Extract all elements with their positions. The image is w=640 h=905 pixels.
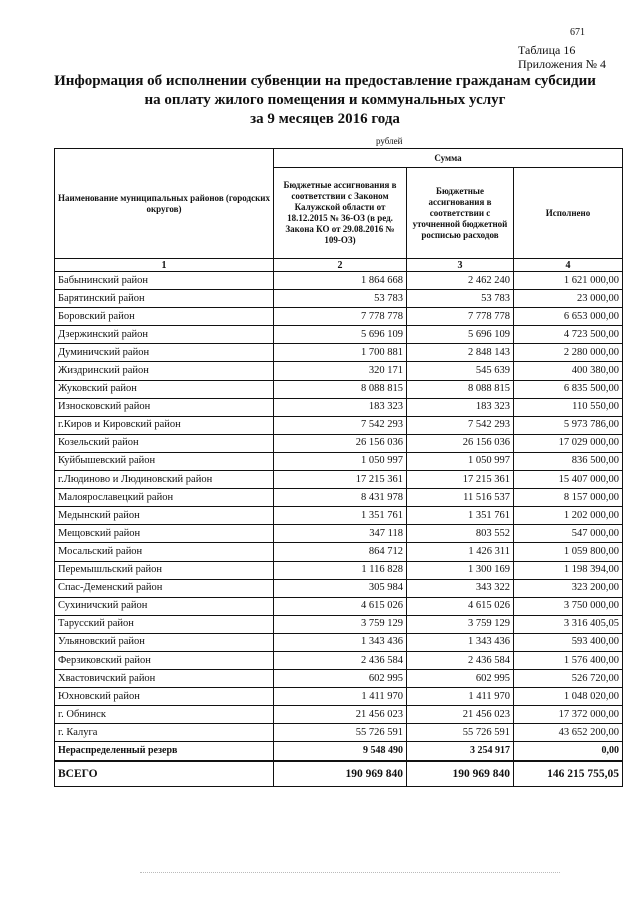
total-executed: 146 215 755,05	[514, 761, 623, 787]
table-row	[55, 308, 623, 326]
district-name: Мосальский район	[55, 543, 274, 561]
amount-cell: 2 462 240	[407, 272, 514, 290]
amount-cell: 1 048 020,00	[514, 688, 623, 706]
header-budget-refined: Бюджетные ассигнования в соответствии с уточненной бюджетной росписью расходов	[407, 168, 514, 259]
amount-cell: 1 411 970	[407, 688, 514, 706]
table-row	[55, 633, 623, 651]
amount-cell: 183 323	[274, 398, 407, 416]
amount-cell: 8 431 978	[274, 489, 407, 507]
amount-cell: 5 696 109	[274, 326, 407, 344]
title-line-1: Информация об исполнении субвенции на предоставление гражданам субсидии	[54, 73, 596, 89]
amount-cell: 803 552	[407, 525, 514, 543]
amount-cell: 6 653 000,00	[514, 308, 623, 326]
column-number: 4	[514, 259, 623, 272]
district-name: Дзержинский район	[55, 326, 274, 344]
table-row	[55, 651, 623, 669]
table-row	[55, 326, 623, 344]
amount-cell: 4 615 026	[274, 597, 407, 615]
amount-cell: 8 088 815	[274, 380, 407, 398]
amount-cell: 347 118	[274, 525, 407, 543]
table-row	[55, 507, 623, 525]
scan-artifact	[140, 872, 560, 875]
table-row	[55, 471, 623, 489]
amount-cell: 864 712	[274, 543, 407, 561]
amount-cell: 55 726 591	[407, 724, 514, 742]
district-name: Думиничский район	[55, 344, 274, 362]
reserve-executed: 0,00	[514, 742, 623, 761]
district-name: г.Киров и Кировский район	[55, 416, 274, 434]
table-row	[55, 597, 623, 615]
amount-cell: 3 759 129	[274, 615, 407, 633]
amount-cell: 21 456 023	[274, 706, 407, 724]
amount-cell: 2 436 584	[407, 651, 514, 669]
title-line-2: на оплату жилого помещения и коммунальных услуг	[144, 92, 506, 108]
amount-cell: 1 343 436	[407, 633, 514, 651]
district-name: Перемышльский район	[55, 561, 274, 579]
district-name: Барятинский район	[55, 290, 274, 308]
district-name: Бабынинский район	[55, 272, 274, 290]
amount-cell: 5 696 109	[407, 326, 514, 344]
district-name: Жуковский район	[55, 380, 274, 398]
table-row	[55, 561, 623, 579]
amount-cell: 1 050 997	[407, 452, 514, 470]
amount-cell: 3 759 129	[407, 615, 514, 633]
amount-cell: 15 407 000,00	[514, 471, 623, 489]
document-title	[40, 72, 610, 129]
table-row	[55, 398, 623, 416]
units-label: рублей	[376, 136, 403, 146]
amount-cell: 26 156 036	[274, 434, 407, 452]
total-name: ВСЕГО	[55, 761, 274, 787]
amount-cell: 6 835 500,00	[514, 380, 623, 398]
column-number: 2	[274, 259, 407, 272]
district-name: г.Людиново и Людиновский район	[55, 471, 274, 489]
amount-cell: 7 542 293	[407, 416, 514, 434]
amount-cell: 545 639	[407, 362, 514, 380]
amount-cell: 1 300 169	[407, 561, 514, 579]
table-row	[55, 724, 623, 742]
amount-cell: 17 029 000,00	[514, 434, 623, 452]
total-row	[55, 761, 623, 787]
amount-cell: 602 995	[407, 670, 514, 688]
table-row	[55, 362, 623, 380]
district-name: Ферзиковский район	[55, 651, 274, 669]
amount-cell: 323 200,00	[514, 579, 623, 597]
district-name: Мещовский район	[55, 525, 274, 543]
district-name: Козельский район	[55, 434, 274, 452]
table-row	[55, 670, 623, 688]
header-executed: Исполнено	[514, 168, 623, 259]
reserve-name: Нераспределенный резерв	[55, 742, 274, 761]
amount-cell: 2 280 000,00	[514, 344, 623, 362]
reserve-budget-law: 9 548 490	[274, 742, 407, 761]
table-row	[55, 706, 623, 724]
amount-cell: 26 156 036	[407, 434, 514, 452]
district-name: Куйбышевский район	[55, 452, 274, 470]
amount-cell: 343 322	[407, 579, 514, 597]
district-name: Жиздринский район	[55, 362, 274, 380]
district-name: Малоярославецкий район	[55, 489, 274, 507]
table-row	[55, 688, 623, 706]
subvention-table	[54, 148, 623, 787]
amount-cell: 53 783	[274, 290, 407, 308]
amount-cell: 7 778 778	[407, 308, 514, 326]
table-row	[55, 434, 623, 452]
district-name: Сухиничский район	[55, 597, 274, 615]
district-name: Боровский район	[55, 308, 274, 326]
header-sum: Сумма	[274, 149, 623, 168]
header-budget-law: Бюджетные ассигнования в соответствии с Законом Калужской области от 18.12.2015 № 36-ОЗ (в ред. Закона КО от 29.08.2016 № 109-ОЗ)	[274, 168, 407, 259]
amount-cell: 1 700 881	[274, 344, 407, 362]
district-name: Хвастовичский район	[55, 670, 274, 688]
amount-cell: 1 198 394,00	[514, 561, 623, 579]
district-name: Ульяновский район	[55, 633, 274, 651]
amount-cell: 4 615 026	[407, 597, 514, 615]
reserve-budget-refined: 3 254 917	[407, 742, 514, 761]
amount-cell: 183 323	[407, 398, 514, 416]
title-line-3: за 9 месяцев 2016 года	[250, 111, 400, 127]
amount-cell: 1 202 000,00	[514, 507, 623, 525]
total-budget-refined: 190 969 840	[407, 761, 514, 787]
table-row	[55, 489, 623, 507]
amount-cell: 5 973 786,00	[514, 416, 623, 434]
table-row	[55, 543, 623, 561]
amount-cell: 547 000,00	[514, 525, 623, 543]
table-row	[55, 452, 623, 470]
amount-cell: 526 720,00	[514, 670, 623, 688]
amount-cell: 1 116 828	[274, 561, 407, 579]
amount-cell: 21 456 023	[407, 706, 514, 724]
amount-cell: 1 411 970	[274, 688, 407, 706]
amount-cell: 2 436 584	[274, 651, 407, 669]
table-row	[55, 344, 623, 362]
total-budget-law: 190 969 840	[274, 761, 407, 787]
amount-cell: 8 088 815	[407, 380, 514, 398]
amount-cell: 11 516 537	[407, 489, 514, 507]
district-name: г. Калуга	[55, 724, 274, 742]
district-name: Медынский район	[55, 507, 274, 525]
district-name: Юхновский район	[55, 688, 274, 706]
amount-cell: 400 380,00	[514, 362, 623, 380]
header-name: Наименование муниципальных районов (городских округов)	[55, 149, 274, 259]
page-number: 671	[570, 27, 585, 38]
column-number: 3	[407, 259, 514, 272]
column-number: 1	[55, 259, 274, 272]
amount-cell: 110 550,00	[514, 398, 623, 416]
amount-cell: 17 215 361	[274, 471, 407, 489]
table-row	[55, 579, 623, 597]
amount-cell: 2 848 143	[407, 344, 514, 362]
amount-cell: 55 726 591	[274, 724, 407, 742]
amount-cell: 17 372 000,00	[514, 706, 623, 724]
amount-cell: 53 783	[407, 290, 514, 308]
amount-cell: 3 316 405,05	[514, 615, 623, 633]
table-row	[55, 290, 623, 308]
amount-cell: 23 000,00	[514, 290, 623, 308]
amount-cell: 836 500,00	[514, 452, 623, 470]
amount-cell: 1 050 997	[274, 452, 407, 470]
amount-cell: 593 400,00	[514, 633, 623, 651]
table-row	[55, 380, 623, 398]
table-row	[55, 416, 623, 434]
table-row	[55, 615, 623, 633]
table-body	[55, 272, 623, 742]
table-label: Таблица 16	[518, 43, 576, 57]
amount-cell: 1 351 761	[274, 507, 407, 525]
amount-cell: 1 426 311	[407, 543, 514, 561]
amount-cell: 4 723 500,00	[514, 326, 623, 344]
annex-label: Приложения № 4	[518, 57, 607, 71]
district-name: Спас-Деменский район	[55, 579, 274, 597]
district-name: г. Обнинск	[55, 706, 274, 724]
amount-cell: 7 778 778	[274, 308, 407, 326]
amount-cell: 1 621 000,00	[514, 272, 623, 290]
reserve-row	[55, 742, 623, 761]
amount-cell: 8 157 000,00	[514, 489, 623, 507]
table-row	[55, 525, 623, 543]
amount-cell: 7 542 293	[274, 416, 407, 434]
amount-cell: 17 215 361	[407, 471, 514, 489]
amount-cell: 305 984	[274, 579, 407, 597]
amount-cell: 1 351 761	[407, 507, 514, 525]
amount-cell: 1 343 436	[274, 633, 407, 651]
amount-cell: 3 750 000,00	[514, 597, 623, 615]
amount-cell: 320 171	[274, 362, 407, 380]
amount-cell: 602 995	[274, 670, 407, 688]
district-name: Износковский район	[55, 398, 274, 416]
amount-cell: 1 059 800,00	[514, 543, 623, 561]
amount-cell: 43 652 200,00	[514, 724, 623, 742]
amount-cell: 1 576 400,00	[514, 651, 623, 669]
table-row	[55, 272, 623, 290]
district-name: Тарусский район	[55, 615, 274, 633]
amount-cell: 1 864 668	[274, 272, 407, 290]
